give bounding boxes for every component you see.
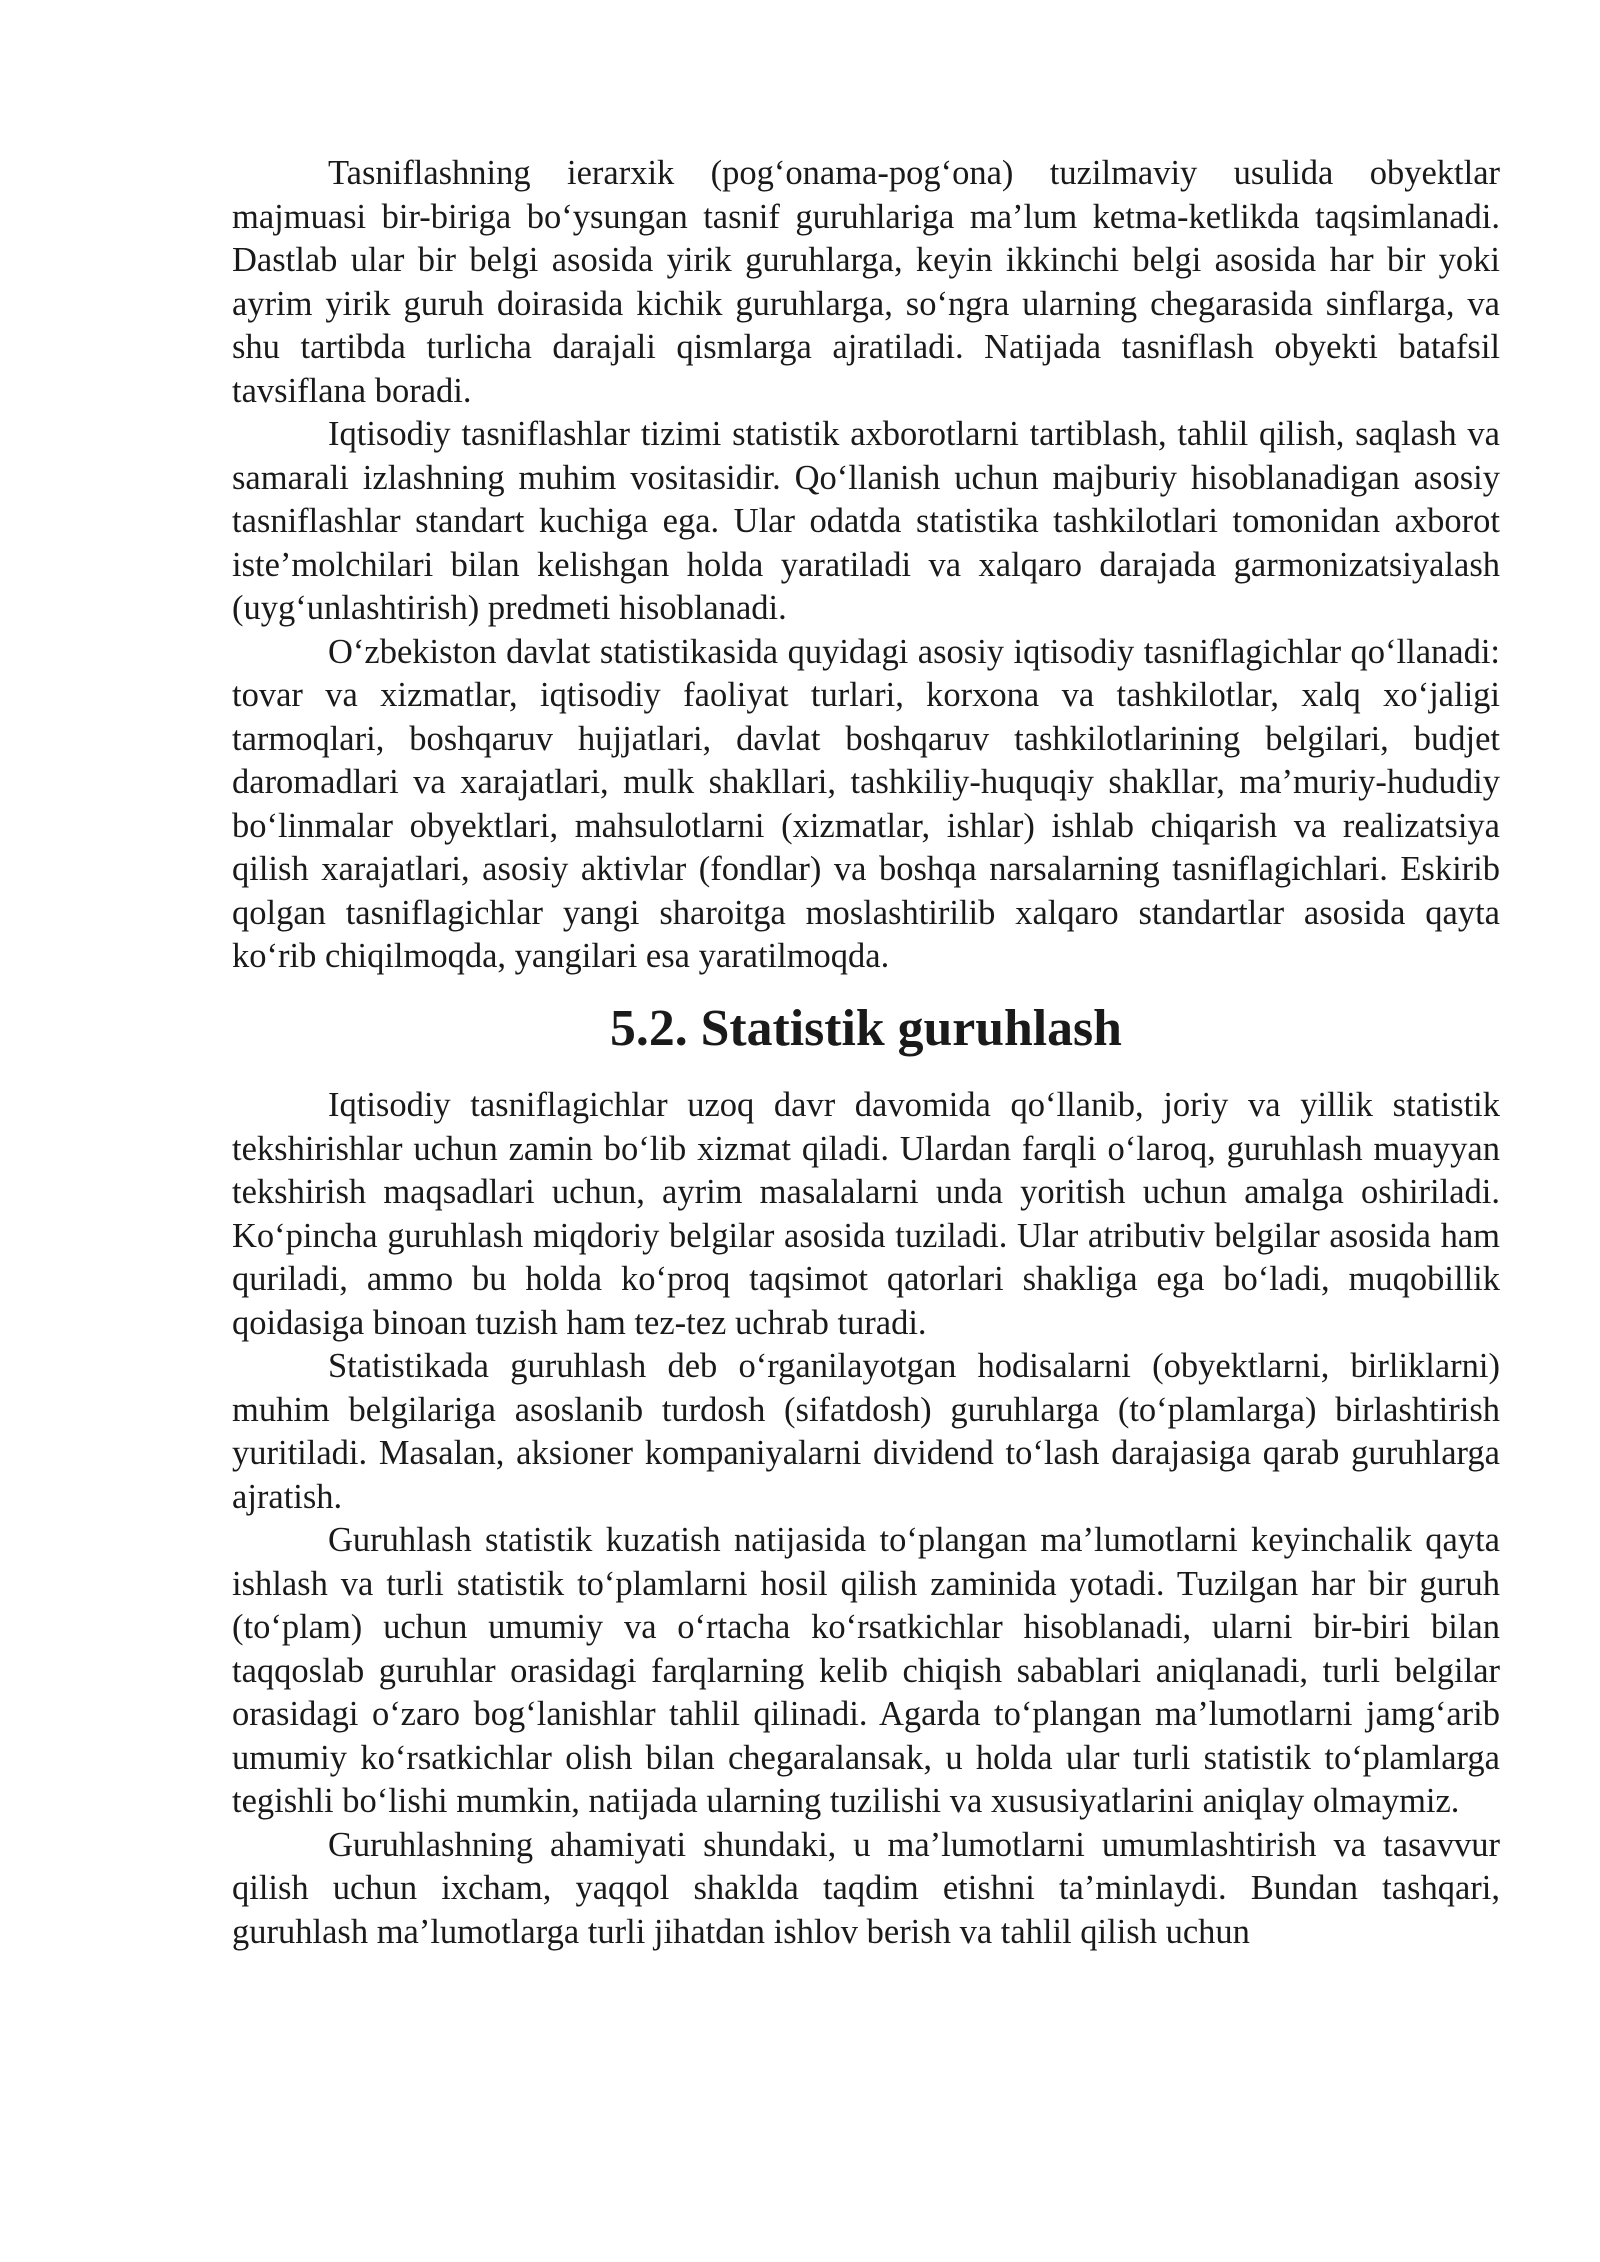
document-page [232, 152, 1500, 1954]
paragraph-grouping-processing: Guruhlash statistik kuzatish natijasida to‘plangan ma’lumotlarni keyinchalik qayta ishlash va turli statistik to‘plamlarni hosil qilish zaminida yotadi. Tuzilgan har bir guruh (to‘plam) uchun umumiy va o‘rtacha ko‘rsatkichlar hisoblanadi, ularni bir-biri bilan taqqoslab guruhlar orasidagi farqlarning kelib chiqish sabablari aniqlanadi, turli belgilar orasidagi o‘zaro bog‘lanishlar tahlil qilinadi. Agarda to‘plangan ma’lumotlarni jamg‘arib umumiy ko‘rsatkichlar olish bilan chegaralansak, u holda ular turli statistik to‘plamlarga tegishli bo‘lishi mumkin, natijada ularning tuzilishi va xususiyatlarini aniqlay olmaymiz. [232, 1521, 1500, 1820]
paragraph-economic-classifications: Iqtisodiy tasniflashlar tizimi statistik axborotlarni tartiblash, tahlil qilish, saqlash va samarali izlashning muhim vositasidir. Qo‘llanish uchun majburiy hisoblanadigan asosiy tasniflashlar standart kuchiga ega. Ular odatda statistika tashkilotlari tomonidan axborot iste’molchilari bilan kelishgan holda yaratiladi va xalqaro darajada garmonizatsiyalash (uyg‘unlashtirish) predmeti hisoblanadi. [232, 415, 1500, 627]
paragraph-uzbekistan-classifiers: O‘zbekiston davlat statistikasida quyidagi asosiy iqtisodiy tasniflagichlar qo‘llanadi: tovar va xizmatlar, iqtisodiy faoliyat turlari, korxona va tashkilotlar, xalq xo‘jaligi tarmoqlari, boshqaruv hujjatlari, davlat boshqaruv tashkilotlarining belgilari, budjet daromadlari va xarajatlari, mulk shakllari, tashkiliy-huquqiy shakllar, ma’muriy-hududiy bo‘linmalar obyektlari, mahsulotlarni (xizmatlar, ishlar) ishlab chiqarish va realizatsiya qilish xarajatlari, asosiy aktivlar (fondlar) va boshqa narsalarning tasniflagichlari. Eskirib qolgan tasniflagichlar yangi sharoitga moslashtirilib xalqaro standartlar asosida qayta ko‘rib chiqilmoqda, yangilari esa yaratilmoqda. [232, 632, 1500, 975]
paragraph-grouping-intro: Iqtisodiy tasniflagichlar uzoq davr davomida qo‘llanib, joriy va yillik statistik tekshirishlar uchun zamin bo‘lib xizmat qiladi. Ulardan farqli o‘laroq, guruhlash muayyan tekshirish maqsadlari uchun, ayrim masalalarni unda yoritish uchun amalga oshiriladi. Ko‘pincha guruhlash miqdoriy belgilar asosida tuziladi. Ular atributiv belgilar asosida ham quriladi, ammo bu holda ko‘proq taqsimot qatorlari shakliga ega bo‘ladi, muqobillik qoidasiga binoan tuzish ham tez-tez uchrab turadi. [232, 1086, 1500, 1342]
paragraph-hierarchical-classification: Tasniflashning ierarxik (pog‘onama-pog‘ona) tuzilmaviy usulida obyektlar majmuasi bir-biriga bo‘ysungan tasnif guruhlariga ma’lum ketma-ketlikda taqsimlanadi. Dastlab ular bir belgi asosida yirik guruhlarga, keyin ikkinchi belgi asosida har bir yoki ayrim yirik guruh doirasida kichik guruhlarga, so‘ngra ularning chegarasida sinflarga, va shu tartibda turlicha darajali qismlarga ajratiladi. Natijada tasniflash obyekti batafsil tavsiflana boradi. [232, 154, 1500, 410]
paragraph-grouping-definition: Statistikada guruhlash deb o‘rganilayotgan hodisalarni (obyektlarni, birliklarni) muhim belgilariga asoslanib turdosh (sifatdosh) guruhlarga (to‘plamlarga) birlashtirish yuritiladi. Masalan, aksioner kompaniyalarni dividend to‘lash darajasiga qarab guruhlarga ajratish. [232, 1347, 1500, 1516]
section-heading: 5.2. Statistik guruhlash [610, 999, 1122, 1057]
paragraph-grouping-importance: Guruhlashning ahamiyati shundaki, u ma’lumotlarni umumlashtirish va tasavvur qilish uchun ixcham, yaqqol shaklda taqdim etishni ta’minlaydi. Bundan tashqari, guruhlash ma’lumotlarga turli jihatdan ishlov berish va tahlil qilish uchun [232, 1825, 1500, 1951]
